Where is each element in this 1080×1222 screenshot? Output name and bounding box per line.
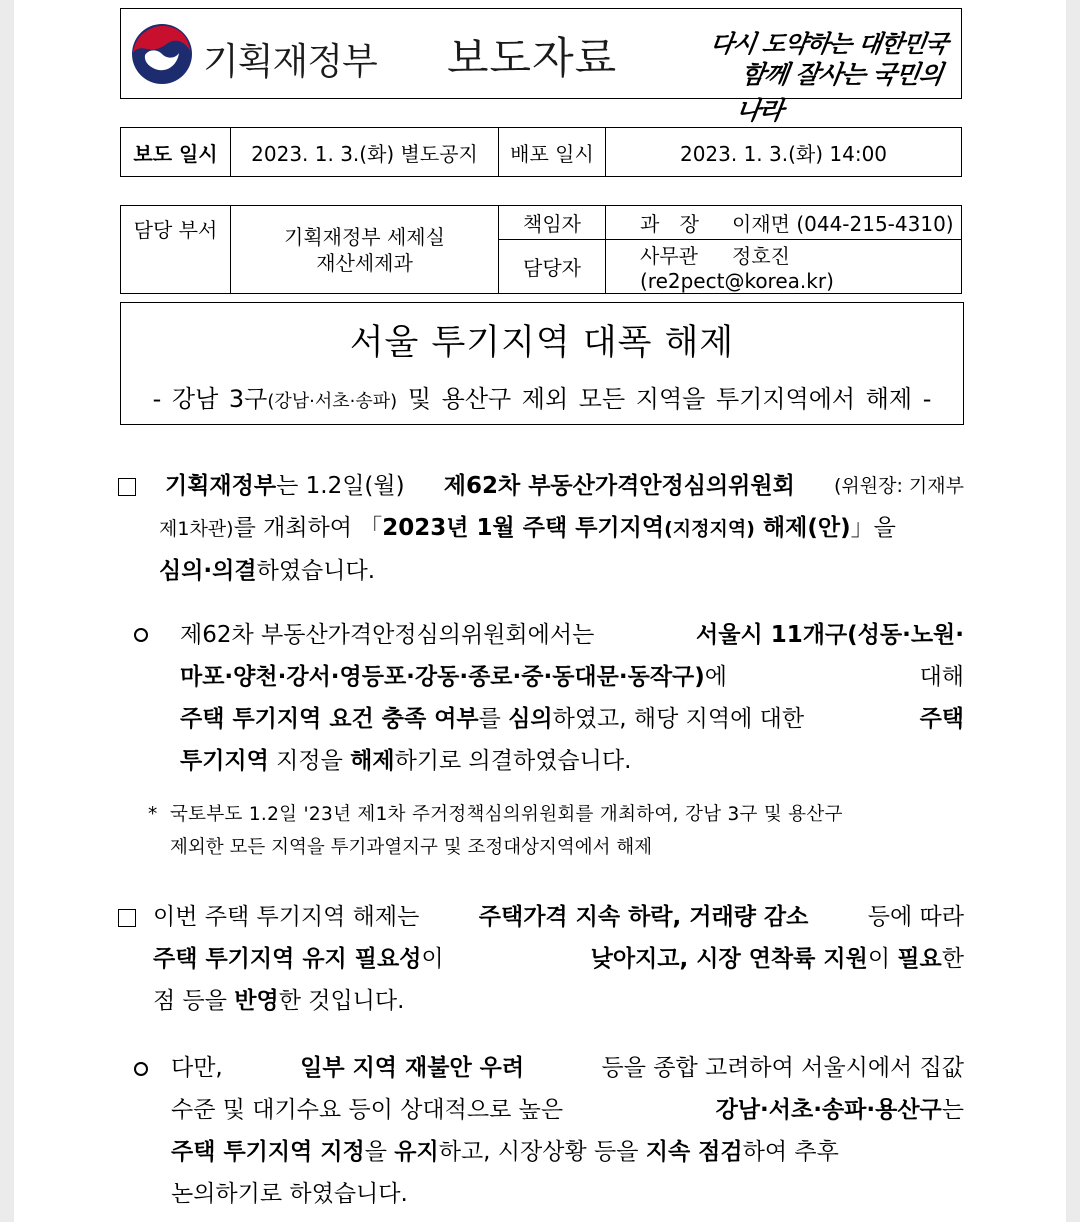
- distribution-date-label: 배포 일시: [499, 128, 606, 177]
- subtitle-part-1: - 강남 3구: [152, 385, 268, 413]
- footnote-line-1: 국토부도 1.2일 '23년 제1차 주거정책심의위원회를 개최하여, 강남 3구 및 용산구: [170, 804, 843, 825]
- subtitle-part-2: 및 용산구 제외 모든 지역을 투기지역에서 해제 -: [397, 385, 932, 413]
- paragraph-2-line-4: 투기지역 지정을 해제하기로 의결하였습니다.: [180, 748, 632, 774]
- manager-value: [606, 206, 962, 240]
- release-date-value: 2023. 1. 3.(화) 별도공지: [231, 128, 499, 177]
- staff-name-email: 정호진 (re2pect@korea.kr): [640, 244, 834, 293]
- paragraph-3-line-2: 주택 투기지역 유지 필요성이 낮아지고, 시장 연착륙 지원이 필요한: [153, 946, 964, 972]
- headline-box: [120, 302, 964, 425]
- paragraph-3: [153, 896, 964, 1022]
- paragraph-1-line-3: 심의·의결하였습니다.: [159, 558, 376, 584]
- paragraph-1: [159, 465, 964, 592]
- paragraph-4-line-3: 주택 투기지역 지정을 유지하고, 시장상황 등을 지속 점검하여 추후: [171, 1139, 839, 1165]
- paragraph-3-line-1: 이번 주택 투기지역 해제는 주택가격 지속 하락, 거래량 감소 등에 따라: [153, 904, 964, 930]
- department-line-1: 기획재정부 세제실: [284, 224, 445, 249]
- slogan-line-2: 함께 잘사는 국민의 나라: [734, 60, 944, 125]
- release-date-label: 보도 일시: [121, 128, 231, 177]
- department-label: 담당 부서: [121, 206, 231, 294]
- paragraph-2-line-2: 마포·양천·강서·영등포·강동·종로·중·동대문·동작구)에 대해: [180, 664, 964, 690]
- staff-title: 사무관: [640, 244, 698, 268]
- ministry-name: 기획재정부: [203, 40, 377, 83]
- paragraph-2: [180, 614, 964, 782]
- slogan-line-1: 다시 도약하는 대한민국: [708, 29, 950, 58]
- document-type-title: 보도자료: [447, 34, 618, 84]
- paragraph-4-line-1: 다만, 일부 지역 재불안 우려 등을 종합 고려하여 서울시에서 집값: [171, 1055, 964, 1081]
- press-release-header: [120, 8, 962, 125]
- circle-bullet-icon: [134, 628, 148, 642]
- manager-title: 과 장: [640, 212, 699, 236]
- government-emblem-logo: [131, 23, 193, 85]
- paragraph-1-line-2: 제1차관)를 개최하여 「2023년 1월 주택 투기지역(지정지역) 해제(안)」을: [159, 515, 896, 541]
- manager-name-phone: 이재면 (044-215-4310): [732, 212, 954, 236]
- contact-info-table: [120, 205, 962, 294]
- staff-value: [606, 240, 962, 294]
- paragraph-4-line-2: 수준 및 대기수요 등이 상대적으로 높은 강남·서초·송파·용산구는: [171, 1097, 964, 1123]
- footnote: [148, 798, 964, 864]
- square-bullet-icon: [118, 478, 136, 496]
- department-value: [231, 206, 499, 294]
- distribution-date-value: 2023. 1. 3.(화) 14:00: [606, 128, 962, 177]
- footnote-asterisk: *: [148, 804, 158, 825]
- paragraph-1-line-1: 기획재정부는 1.2일(월) 제62차 부동산가격안정심의위원회 (위원장: 기재부: [165, 473, 964, 499]
- staff-label: 담당자: [499, 240, 606, 294]
- circle-bullet-icon: [134, 1062, 148, 1076]
- release-info-table: [120, 127, 962, 177]
- subtitle-districts: (강남·서초·송파): [267, 391, 398, 412]
- paragraph-4: [171, 1047, 964, 1215]
- headline-title: 서울 투기지역 대폭 해제: [349, 323, 735, 363]
- square-bullet-icon: [118, 909, 136, 927]
- paragraph-2-line-3: 주택 투기지역 요건 충족 여부를 심의하였고, 해당 지역에 대한 주택: [180, 706, 964, 732]
- manager-label: 책임자: [499, 206, 606, 240]
- paragraph-4-line-4: 논의하기로 하였습니다.: [171, 1181, 408, 1207]
- paragraph-2-line-1: 제62차 부동산가격안정심의위원회에서는 서울시 11개구(성동·노원·: [180, 622, 964, 648]
- document-page: [14, 0, 1066, 1222]
- headline-subtitle: [121, 379, 963, 414]
- footnote-line-2: 제외한 모든 지역을 투기과열지구 및 조정대상지역에서 해제: [170, 837, 653, 858]
- paragraph-3-line-3: 점 등을 반영한 것입니다.: [153, 988, 405, 1014]
- department-line-2: 재산세제과: [316, 250, 413, 275]
